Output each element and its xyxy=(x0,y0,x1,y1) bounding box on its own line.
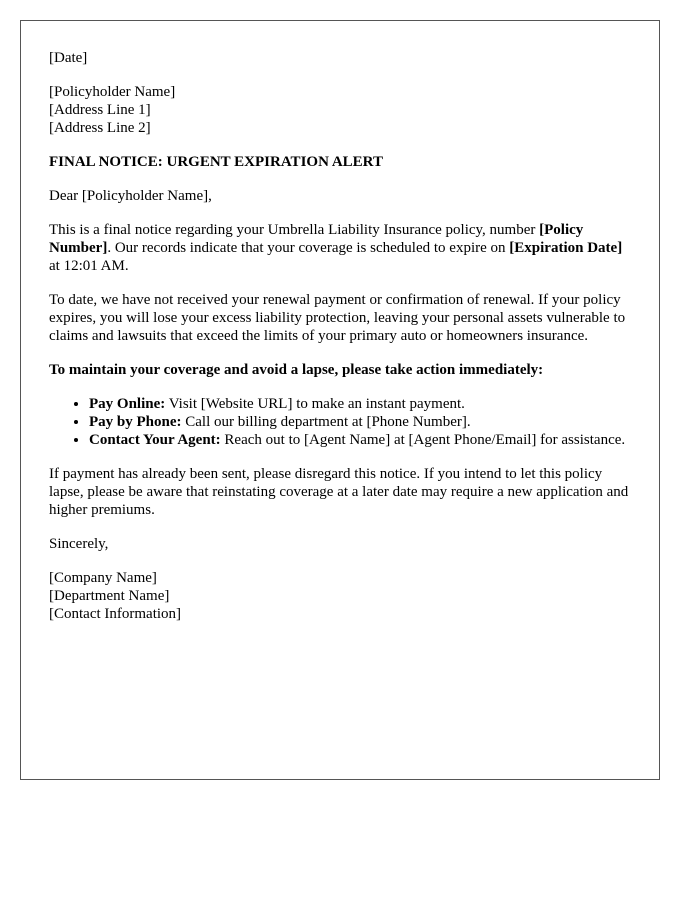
action-label: Pay by Phone: xyxy=(89,414,182,430)
action-label: Contact Your Agent: xyxy=(89,432,221,448)
signature-contact: [Contact Information] xyxy=(49,606,182,622)
paragraph-1-text-b: . Our records indicate that your coverage is scheduled to expire on xyxy=(107,240,510,256)
letter-date xyxy=(49,49,629,67)
action-list xyxy=(49,395,629,449)
action-text: Reach out to [Agent Name] at [Agent Phone/Email] for assistance. xyxy=(220,432,626,448)
paragraph-renewal-status: To date, we have not received your renewal payment or confirmation of renewal. If your policy expires, you will lose your excess liability protection, leaving your personal assets vulnerable to claims and lawsuits that exceed the limits of your primary auto or homeowners insurance. xyxy=(49,292,626,344)
salutation: Dear [Policyholder Name], xyxy=(49,188,212,204)
paragraph-disregard-notice: If payment has already been sent, please disregard this notice. If you intend to let this policy lapse, please be aware that reinstating coverage at a later date may require a new application and higher premiums. xyxy=(49,466,629,518)
action-item-contact-agent xyxy=(89,431,629,449)
action-label: Pay Online: xyxy=(89,396,166,412)
action-item-pay-by-phone xyxy=(89,413,629,431)
signature-company: [Company Name] xyxy=(49,570,157,586)
paragraph-policy-notice xyxy=(49,221,629,275)
signature-department: [Department Name] xyxy=(49,588,170,604)
paragraph-1-text-a: This is a final notice regarding your Umbrella Liability Insurance policy, number xyxy=(49,222,540,238)
recipient-address-line-2: [Address Line 2] xyxy=(49,120,151,136)
action-text: Visit [Website URL] to make an instant payment. xyxy=(165,396,465,412)
action-item-pay-online xyxy=(89,395,629,413)
letter-subject: FINAL NOTICE: URGENT EXPIRATION ALERT xyxy=(49,154,383,170)
date-text: [Date] xyxy=(49,50,88,66)
recipient-block xyxy=(49,83,629,137)
letter-body xyxy=(49,49,629,639)
expiration-date: [Expiration Date] xyxy=(509,240,623,256)
recipient-name: [Policyholder Name] xyxy=(49,84,176,100)
action-heading: To maintain your coverage and avoid a lapse, please take action immediately: xyxy=(49,362,544,378)
recipient-address-line-1: [Address Line 1] xyxy=(49,102,151,118)
policy-number: [Policy Number] xyxy=(49,222,584,256)
paragraph-1-text-c: at 12:01 AM. xyxy=(49,258,129,274)
action-text: Call our billing department at [Phone Number]. xyxy=(181,414,471,430)
letter-page xyxy=(20,20,660,780)
signature-block xyxy=(49,569,629,623)
closing: Sincerely, xyxy=(49,536,109,552)
